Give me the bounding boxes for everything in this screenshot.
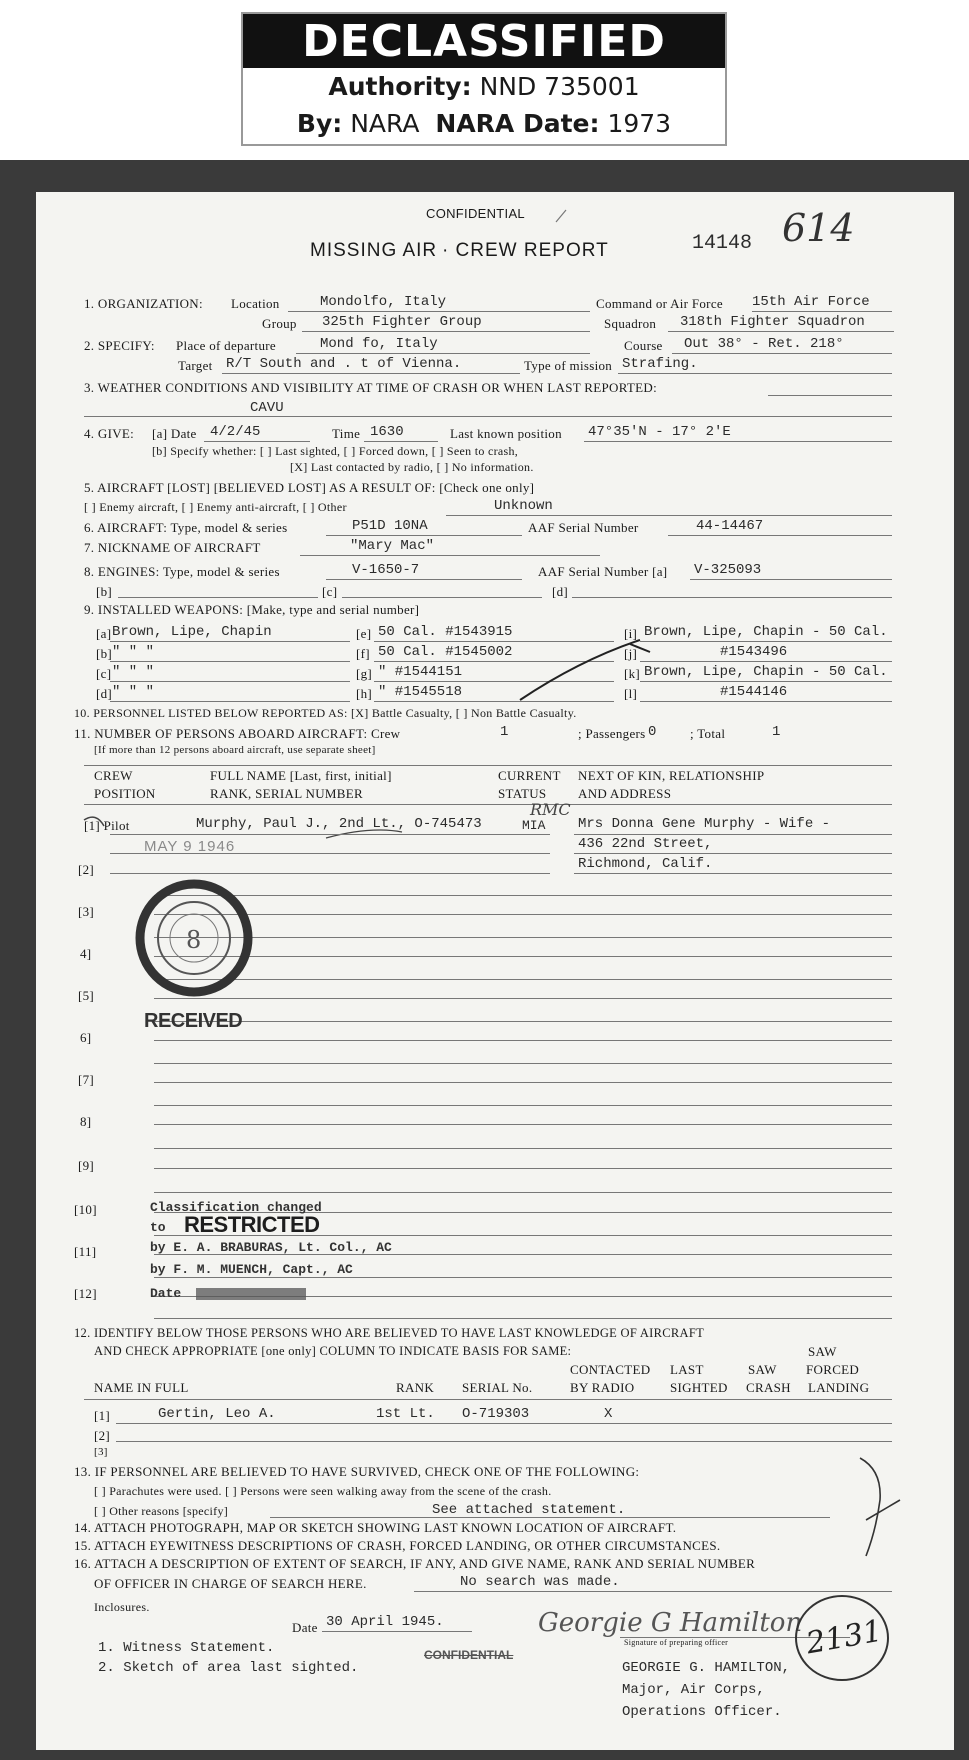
crew-count: 1	[500, 724, 509, 740]
weapon-h-value: " #1545518	[378, 684, 463, 700]
h-fullname: FULL NAME [Last, first, initial]	[210, 768, 392, 783]
s12-h-name: NAME IN FULL	[94, 1380, 189, 1395]
officer-title: Operations Officer.	[622, 1704, 782, 1720]
officer-signature: Georgie G Hamilton	[538, 1608, 803, 1638]
position-value: 47°35'N - 17° 2'E	[588, 424, 731, 440]
aircraft-type-value: P51D 10NA	[352, 518, 428, 534]
h-current: CURRENT	[498, 768, 561, 783]
s5-options: [ ] Enemy aircraft, [ ] Enemy anti-aircraft, [ ] Other	[84, 500, 347, 514]
weapon-e-label: [e]	[356, 626, 372, 641]
s12-h-forced: FORCED	[806, 1362, 860, 1377]
s13-line-2: [ ] Other reasons [specify]	[94, 1504, 229, 1518]
weapon-d-label: [d]	[96, 686, 113, 701]
s12-row1-serial: O-719303	[462, 1406, 530, 1422]
classification-changed: Classification changed	[150, 1200, 322, 1215]
command-value: 15th Air Force	[752, 294, 870, 310]
weapon-f-value: 50 Cal. #1545002	[378, 644, 513, 660]
crew-row-12: [12]	[74, 1286, 97, 1301]
s12-h-crash: CRASH	[746, 1380, 791, 1395]
report-number: 14148	[692, 232, 753, 255]
s8-label: 8. ENGINES: Type, model & series	[84, 564, 280, 579]
nara-date-value: 1973	[607, 109, 672, 138]
total-count: 1	[772, 724, 781, 740]
svg-text:8: 8	[186, 926, 202, 954]
classification-date: Date	[150, 1286, 182, 1301]
s12-h-last: LAST	[670, 1362, 704, 1377]
departure-label: Place of departure	[176, 338, 276, 353]
weapon-k-label: [k]	[624, 666, 641, 681]
aircraft-serial-value: 44-14467	[696, 518, 764, 534]
authority-label: Authority:	[328, 72, 472, 101]
rmc-annotation: RMC	[530, 800, 571, 819]
s12-h-byradio: BY RADIO	[570, 1380, 635, 1395]
location-label: Location	[231, 296, 280, 311]
s12-h-rank: RANK	[396, 1380, 435, 1395]
s12-label-1: 12. IDENTIFY BELOW THOSE PERSONS WHO ARE BELIEVED TO HAVE LAST KNOWLEDGE OF AIRCRAFT	[74, 1326, 705, 1340]
weapon-f-label: [f]	[356, 646, 370, 661]
crew-row1-status: MIA	[522, 818, 546, 833]
confidential-header: CONFIDENTIAL	[426, 206, 525, 221]
crew-row-9: [9]	[78, 1158, 95, 1173]
s12-h-saw2: SAW	[808, 1344, 837, 1359]
crew-row-3: [3]	[78, 904, 95, 919]
weather-value: CAVU	[250, 400, 284, 416]
weapon-h-label: [h]	[356, 686, 373, 701]
footer-confidential: CONFIDENTIAL	[424, 1648, 514, 1662]
banner-title: DECLASSIFIED	[243, 14, 725, 68]
s12-h-landing: LANDING	[808, 1380, 870, 1395]
s8-c-label: [c]	[322, 584, 338, 599]
footer-date-value: 30 April 1945.	[326, 1614, 444, 1630]
signature-label: Signature of preparing officer	[624, 1638, 729, 1647]
crew-row-2: [2]	[78, 862, 95, 877]
circled-number: 2131	[803, 1613, 885, 1662]
s9-label: 9. INSTALLED WEAPONS: [Make, type and serial number]	[84, 602, 420, 617]
s6-label: 6. AIRCRAFT: Type, model & series	[84, 520, 288, 535]
weapon-k-value: Brown, Lipe, Chapin - 50 Cal.	[644, 664, 888, 680]
s14-label: 14. ATTACH PHOTOGRAPH, MAP OR SKETCH SHOWING LAST KNOWN LOCATION OF AIRCRAFT.	[74, 1520, 677, 1535]
s3-label: 3. WEATHER CONDITIONS AND VISIBILITY AT TIME OF CRASH OR WHEN LAST REPORTED:	[84, 380, 657, 395]
weapon-a-value: Brown, Lipe, Chapin	[112, 624, 272, 640]
position-label: Last known position	[450, 426, 562, 441]
weapon-g-label: [g]	[356, 666, 373, 681]
restricted-stamp: RESTRICTED	[184, 1212, 320, 1237]
engine-serial-value: V-325093	[694, 562, 762, 578]
group-label: Group	[262, 316, 297, 331]
s12-h-sighted: SIGHTED	[670, 1380, 728, 1395]
s2-label: 2. SPECIFY:	[84, 338, 155, 353]
s12-row1-name: Gertin, Leo A.	[158, 1406, 276, 1422]
group-value: 325th Fighter Group	[322, 314, 482, 330]
target-label: Target	[178, 358, 213, 373]
classification-by-1: by E. A. BRABURAS, Lt. Col., AC	[150, 1240, 392, 1255]
inclosure-2: 2. Sketch of area last sighted.	[98, 1660, 359, 1676]
s4-label: 4. GIVE:	[84, 426, 135, 441]
s12-row3-index: [3]	[94, 1446, 108, 1458]
h-rank-serial: RANK, SERIAL NUMBER	[210, 786, 363, 801]
s11-note: [If more than 12 persons aboard aircraft, use separate sheet]	[94, 744, 376, 756]
crew-row-8: 8]	[80, 1114, 92, 1129]
footer-date-label: Date	[292, 1620, 318, 1635]
time-value: 1630	[370, 424, 404, 440]
s12-h-saw: SAW	[748, 1362, 777, 1377]
engine-type-value: V-1650-7	[352, 562, 420, 578]
squadron-label: Squadron	[604, 316, 657, 331]
passengers-label: ; Passengers	[578, 726, 646, 741]
crew-row1-position: [1] Pilot	[84, 818, 130, 833]
weapon-b-value: " " "	[112, 644, 155, 660]
s12-row2-index: [2]	[94, 1428, 111, 1443]
weapon-g-value: " #1544151	[378, 664, 463, 680]
s12-row1-index: [1]	[94, 1408, 111, 1423]
crew-row-4: 4]	[80, 946, 92, 961]
crew-row1-kin: Mrs Donna Gene Murphy - Wife -	[578, 816, 831, 832]
s12-h-serial: SERIAL No.	[462, 1380, 533, 1395]
total-label: ; Total	[690, 726, 726, 741]
date-value: 4/2/45	[210, 424, 261, 440]
s12-row1-check: X	[604, 1406, 613, 1422]
mission-label: Type of mission	[524, 358, 613, 373]
h-crew: CREW	[94, 768, 133, 783]
received-stamp-text: RECEIVED	[144, 1010, 243, 1032]
squadron-value: 318th Fighter Squadron	[680, 314, 865, 330]
weapon-c-value: " " "	[112, 664, 155, 680]
s12-h-contacted: CONTACTED	[570, 1362, 651, 1377]
crew-row1-addr2: Richmond, Calif.	[578, 856, 713, 872]
s5-label: 5. AIRCRAFT [LOST] [BELIEVED LOST] AS A RESULT OF: [Check one only]	[84, 480, 535, 495]
crew-row-7: [7]	[78, 1072, 95, 1087]
nickname-value: "Mary Mac"	[350, 538, 435, 554]
weapon-j-label: [j]	[624, 646, 638, 661]
s16-label-1: 16. ATTACH A DESCRIPTION OF EXTENT OF SEARCH, IF ANY, AND GIVE NAME, RANK AND SERIAL NUMBER	[74, 1556, 756, 1571]
crew-row-11: [11]	[74, 1244, 97, 1259]
s11-label: 11. NUMBER OF PERSONS ABOARD AIRCRAFT: Crew	[74, 726, 401, 741]
nara-date-label: NARA Date:	[435, 109, 600, 138]
s16-value: No search was made.	[460, 1574, 620, 1590]
location-value: Mondolfo, Italy	[320, 294, 447, 310]
crew-row1-name: Murphy, Paul J., 2nd Lt., O-745473	[196, 816, 482, 832]
mission-value: Strafing.	[622, 356, 698, 372]
h-status: STATUS	[498, 786, 547, 801]
command-label: Command or Air Force	[596, 296, 723, 311]
s6-serial-label: AAF Serial Number	[528, 520, 639, 535]
s13-label: 13. IF PERSONNEL ARE BELIEVED TO HAVE SURVIVED, CHECK ONE OF THE FOLLOWING:	[74, 1464, 640, 1479]
weapon-c-label: [c]	[96, 666, 112, 681]
classification-by-2: by F. M. MUENCH, Capt., AC	[150, 1262, 353, 1277]
crew-row-6: 6]	[80, 1030, 92, 1045]
s13-line-1: [ ] Parachutes were used. [ ] Persons were seen walking away from the scene of the crash.	[94, 1484, 552, 1498]
weapon-l-label: [l]	[624, 686, 638, 701]
date-label: [a] Date	[152, 426, 197, 441]
handwritten-number: 614	[782, 206, 855, 250]
s12-label-2: AND CHECK APPROPRIATE [one only] COLUMN TO INDICATE BASIS FOR SAME:	[94, 1344, 572, 1358]
weapon-a-label: [a]	[96, 626, 112, 641]
report-title: MISSING AIR · CREW REPORT	[310, 240, 609, 261]
weapon-j-value: #1543496	[720, 644, 788, 660]
course-value: Out 38° - Ret. 218°	[684, 336, 844, 352]
crew-row-5: [5]	[78, 988, 95, 1003]
target-value: R/T South and . t of Vienna.	[226, 356, 462, 372]
departure-value: Mond fo, Italy	[320, 336, 438, 352]
s7-label: 7. NICKNAME OF AIRCRAFT	[84, 540, 261, 555]
s15-label: 15. ATTACH EYEWITNESS DESCRIPTIONS OF CRASH, FORCED LANDING, OR OTHER CIRCUMSTANCES.	[74, 1538, 721, 1553]
s5-other-value: Unknown	[494, 498, 553, 514]
passengers-count: 0	[648, 724, 657, 740]
weapon-d-value: " " "	[112, 684, 155, 700]
s8-d-label: [d]	[552, 584, 569, 599]
s12-row1-rank: 1st Lt.	[376, 1406, 435, 1422]
weapon-b-label: [b]	[96, 646, 113, 661]
s4-line-b: [b] Specify whether: [ ] Last sighted, [ ] Forced down, [ ] Seen to crash,	[152, 444, 519, 458]
time-label: Time	[332, 426, 361, 441]
h-address: AND ADDRESS	[578, 786, 672, 801]
inclosures-label: Inclosures.	[94, 1600, 150, 1614]
by-value: NARA	[350, 109, 420, 138]
h-position: POSITION	[94, 786, 156, 801]
s8-b-label: [b]	[96, 584, 113, 599]
course-label: Course	[624, 338, 663, 353]
received-date-stamp: MAY 9 1946	[144, 838, 236, 855]
h-kin: NEXT OF KIN, RELATIONSHIP	[578, 768, 765, 783]
s13-value: See attached statement.	[432, 1502, 626, 1518]
s4-line-c: [X] Last contacted by radio, [ ] No information.	[290, 460, 534, 474]
authority-value: NND 735001	[479, 72, 640, 101]
officer-name: GEORGIE G. HAMILTON,	[622, 1660, 791, 1676]
classification-to: to	[150, 1220, 166, 1235]
weapon-l-value: #1544146	[720, 684, 788, 700]
inclosure-1: 1. Witness Statement.	[98, 1640, 275, 1656]
by-label: By:	[296, 109, 343, 138]
officer-rank: Major, Air Corps,	[622, 1682, 765, 1698]
crew-row1-addr1: 436 22nd Street,	[578, 836, 713, 852]
s16-label-2: OF OFFICER IN CHARGE OF SEARCH HERE.	[94, 1576, 367, 1591]
s8-serial-label: AAF Serial Number [a]	[538, 564, 668, 579]
crew-row-10: [10]	[74, 1202, 97, 1217]
s10-label: 10. PERSONNEL LISTED BELOW REPORTED AS: [X] Battle Casualty, [ ] Non Battle Casualty.	[74, 706, 577, 720]
weapon-i-value: Brown, Lipe, Chapin - 50 Cal.	[644, 624, 888, 640]
s1-label: 1. ORGANIZATION:	[84, 296, 203, 311]
weapon-e-value: 50 Cal. #1543915	[378, 624, 513, 640]
weapon-i-label: [i]	[624, 626, 638, 641]
